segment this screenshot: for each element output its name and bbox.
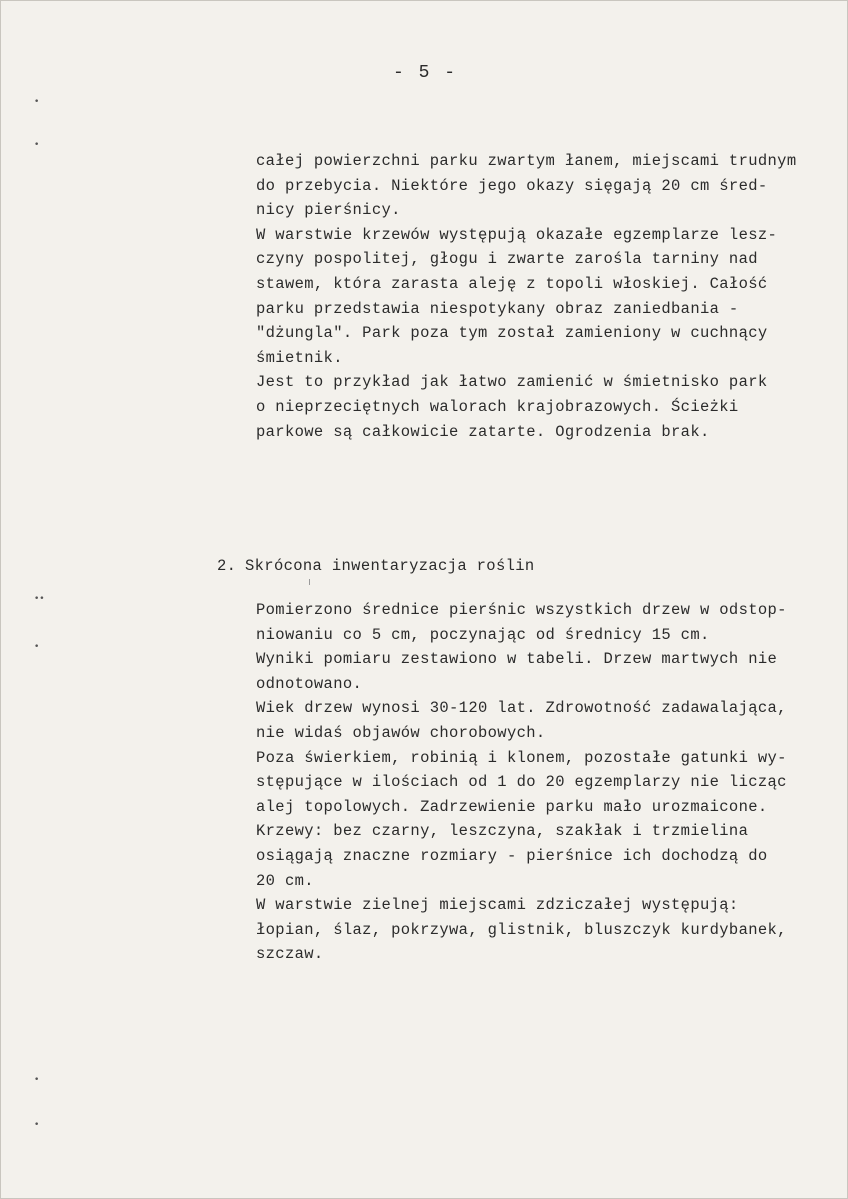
- text-line: szczaw.: [256, 945, 324, 964]
- margin-mark: •: [34, 1120, 40, 1130]
- text-line: stępujące w ilościach od 1 do 20 egzemplarzy nie licząc: [256, 773, 787, 792]
- margin-mark: •: [34, 1075, 40, 1085]
- margin-mark: ••: [34, 594, 45, 604]
- section-heading: [217, 554, 535, 578]
- paragraph-park-description: [256, 149, 796, 444]
- margin-mark: •: [34, 97, 40, 107]
- margin-mark: •: [34, 642, 40, 652]
- margin-tick: [309, 579, 310, 585]
- margin-mark: •: [34, 140, 40, 150]
- text-line: czyny pospolitej, głogu i zwarte zarośla tarniny nad: [256, 250, 758, 269]
- text-line: Wiek drzew wynosi 30-120 lat. Zdrowotność zadawalająca,: [256, 699, 787, 718]
- text-line: do przebycia. Niektóre jego okazy sięgają 20 cm śred-: [256, 176, 768, 195]
- text-line: nicy pierśnicy.: [256, 201, 401, 220]
- text-line: odnotowano.: [256, 674, 363, 693]
- text-line: całej powierzchni parku zwartym łanem, miejscami trudnym: [256, 152, 797, 170]
- text-line: alej topolowych. Zadrzewienie parku mało urozmaicone.: [256, 797, 768, 816]
- section-number: 2.: [217, 557, 237, 575]
- text-line: niowaniu co 5 cm, poczynając od średnicy 15 cm.: [256, 625, 710, 644]
- text-line: Pomierzono średnice pierśnic wszystkich drzew w odstop-: [256, 601, 787, 619]
- text-line: Wyniki pomiaru zestawiono w tabeli. Drzew martwych nie: [256, 650, 778, 669]
- text-line: W warstwie zielnej miejscami zdziczałej występują:: [256, 896, 739, 915]
- text-line: śmietnik.: [256, 348, 343, 367]
- text-line: "dżungla". Park poza tym został zamieniony w cuchnący: [256, 324, 768, 343]
- text-line: Poza świerkiem, robinią i klonem, pozostałe gatunki wy-: [256, 748, 787, 767]
- text-line: nie widaś objawów chorobowych.: [256, 723, 546, 742]
- text-line: 20 cm.: [256, 871, 314, 890]
- page-number: - 5 -: [392, 63, 457, 83]
- text-line: osiągają znaczne rozmiary - pierśnice ich dochodzą do: [256, 846, 768, 865]
- text-line: o nieprzeciętnych walorach krajobrazowych. Ścieżki: [256, 397, 739, 416]
- text-line: parku przedstawia niespotykany obraz zaniedbania -: [256, 299, 739, 318]
- text-line: Jest to przykład jak łatwo zamienić w śmietnisko park: [256, 373, 768, 392]
- text-line: łopian, ślaz, pokrzywa, glistnik, bluszczyk kurdybanek,: [256, 920, 787, 939]
- section-title: Skrócona inwentaryzacja roślin: [245, 557, 535, 575]
- paragraph-plant-inventory: [256, 598, 787, 967]
- text-line: stawem, która zarasta aleję z topoli włoskiej. Całość: [256, 274, 768, 293]
- text-line: W warstwie krzewów występują okazałe egzemplarze lesz-: [256, 225, 778, 244]
- text-line: Krzewy: bez czarny, leszczyna, szakłak i trzmielina: [256, 822, 749, 841]
- text-line: parkowe są całkowicie zatarte. Ogrodzenia brak.: [256, 422, 710, 441]
